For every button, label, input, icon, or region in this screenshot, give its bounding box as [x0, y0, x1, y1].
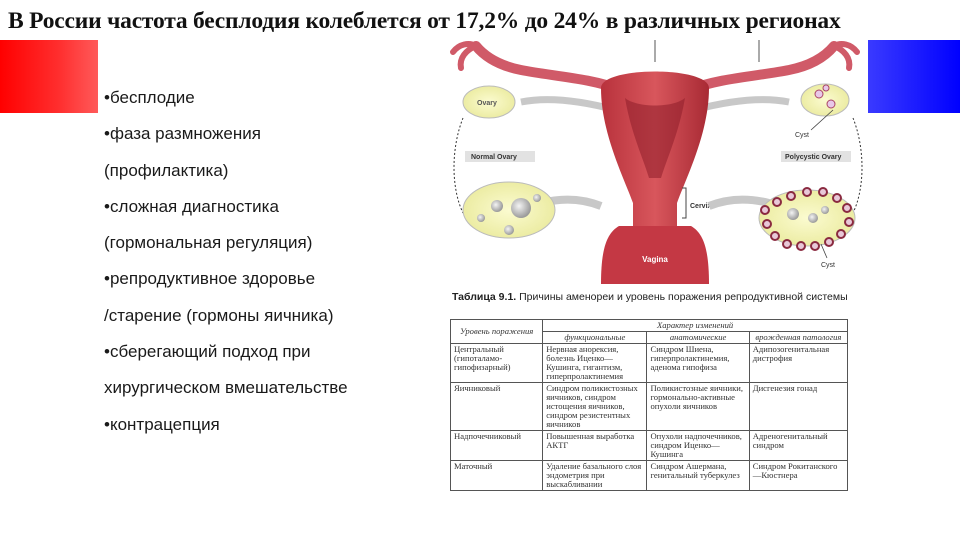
blue-accent-block: [868, 40, 960, 113]
header-functional: функциональные: [543, 332, 647, 344]
bullet-item: [104, 413, 434, 449]
follicle: [787, 208, 799, 220]
cell-anatomical: Поликистозные яичники, гормонально-активные опухоли яичников: [647, 383, 749, 431]
cyst-pointer-bottom: [821, 244, 827, 258]
bullet-text: хирургическом вмешательстве: [104, 378, 348, 398]
bullet-text: контрацепция: [109, 414, 220, 434]
cyst-dot: [827, 100, 835, 108]
table-row: [451, 431, 848, 461]
right-fimbriae: [834, 44, 857, 68]
table-caption: [452, 291, 848, 303]
right-arrow-curve: [853, 118, 862, 213]
label-cervix: Cervix: [690, 203, 712, 210]
label-vagina: Vagina: [642, 255, 668, 264]
left-arrow-curve: [454, 118, 463, 213]
table-header-row: [451, 320, 848, 332]
cell-level: Центральный (гипоталамо-гипофизарный): [451, 344, 543, 383]
bullet-text: бесплодие: [109, 88, 195, 107]
cell-level: Маточный: [451, 461, 543, 491]
cell-level: Надпочечниковый: [451, 431, 543, 461]
lower-right-ligament: [709, 200, 769, 206]
follicle: [477, 214, 485, 222]
follicle: [491, 200, 503, 212]
cell-congenital: Дисгенезия гонад: [749, 383, 847, 431]
label-ovary: Ovary: [477, 100, 497, 107]
bullet-item: [104, 122, 434, 158]
bullet-item: [104, 340, 434, 376]
bullet-item: [104, 195, 434, 231]
slide-title: В России частота бесплодия колеблется от 17,2% до 24% в различных регионах: [8, 8, 841, 34]
table-caption-text: Причины аменореи и уровень поражения репродуктивной системы: [516, 291, 848, 303]
bullet-item: [104, 267, 434, 303]
label-cyst-bottom: Cyst: [821, 262, 835, 269]
bullet-item: [104, 304, 434, 340]
left-fimbriae: [453, 44, 476, 68]
uterus-ovary-diagram: [441, 38, 869, 284]
cervix-bracket: [682, 188, 686, 218]
bullet-text: (профилактика): [104, 160, 229, 180]
cyst-dot: [823, 85, 829, 91]
red-accent-block: [0, 40, 98, 113]
cell-functional: Повышенная выработка АКТГ: [543, 431, 647, 461]
cell-congenital: Синдром Рокитанского—Кюстнера: [749, 461, 847, 491]
bullet-item: [104, 376, 434, 412]
bullet-item: [104, 159, 434, 195]
follicle: [533, 194, 541, 202]
bullet-text: репродуктивное здоровье: [109, 269, 316, 289]
follicle: [511, 198, 531, 218]
bullet-marker: •: [104, 269, 110, 289]
right-fallopian-tube: [689, 46, 834, 90]
cell-anatomical: Опухоли надпочечников, синдром Иценко—Кушинга: [647, 431, 749, 461]
bullet-marker: •: [104, 196, 110, 216]
cell-anatomical: Синдром Ашермана, генитальный туберкулез: [647, 461, 749, 491]
cell-functional: Удаление базального слоя эндометрия при выскабливании: [543, 461, 647, 491]
amenorrhea-causes-table: [450, 319, 848, 491]
bullet-text: (гормональная регуляция): [104, 233, 313, 253]
table-row: [451, 344, 848, 383]
cell-anatomical: Синдром Шиена, гиперпролактинемия, аденома гипофиза: [647, 344, 749, 383]
label-polycystic-ovary: Polycystic Ovary: [785, 154, 842, 161]
cell-congenital: Адреногенитальный синдром: [749, 431, 847, 461]
bullet-text: фаза размножения: [109, 124, 261, 144]
bullet-marker: •: [104, 414, 110, 434]
bullet-marker: •: [104, 124, 110, 144]
cell-congenital: Адипозогенитальная дистрофия: [749, 344, 847, 383]
cell-functional: Нервная анорексия, болезнь Иценко—Кушинга, гигантизм, гиперпролактинемия: [543, 344, 647, 383]
follicle: [808, 213, 818, 223]
bullet-marker: •: [104, 342, 110, 362]
header-anatomical: анатомические: [647, 332, 749, 344]
bullet-text: сложная диагностика: [109, 196, 279, 216]
cell-functional: Синдром поликистозных яичников, синдром истощения яичников, синдром резистентных яичников: [543, 383, 647, 431]
label-normal-ovary: Normal Ovary: [471, 154, 517, 161]
header-congenital: врожденная патология: [749, 332, 847, 344]
header-level: Уровень поражения: [451, 320, 543, 344]
bullet-text: сберегающий подход при: [109, 342, 311, 362]
cell-level: Яичниковый: [451, 383, 543, 431]
bullet-marker: •: [104, 88, 110, 107]
table-row: [451, 383, 848, 431]
cyst-dot: [815, 90, 823, 98]
bullet-item: [104, 86, 434, 122]
table-row: [451, 461, 848, 491]
bullet-list: [104, 86, 434, 449]
follicle: [504, 225, 514, 235]
left-fallopian-tube: [476, 46, 621, 90]
bullet-item: [104, 231, 434, 267]
bullet-text: /старение (гормоны яичника): [104, 305, 334, 325]
header-group: Характер изменений: [543, 320, 848, 332]
label-cyst-top: Cyst: [795, 132, 809, 139]
table-caption-number: Таблица 9.1.: [452, 291, 517, 303]
follicle: [821, 206, 829, 214]
